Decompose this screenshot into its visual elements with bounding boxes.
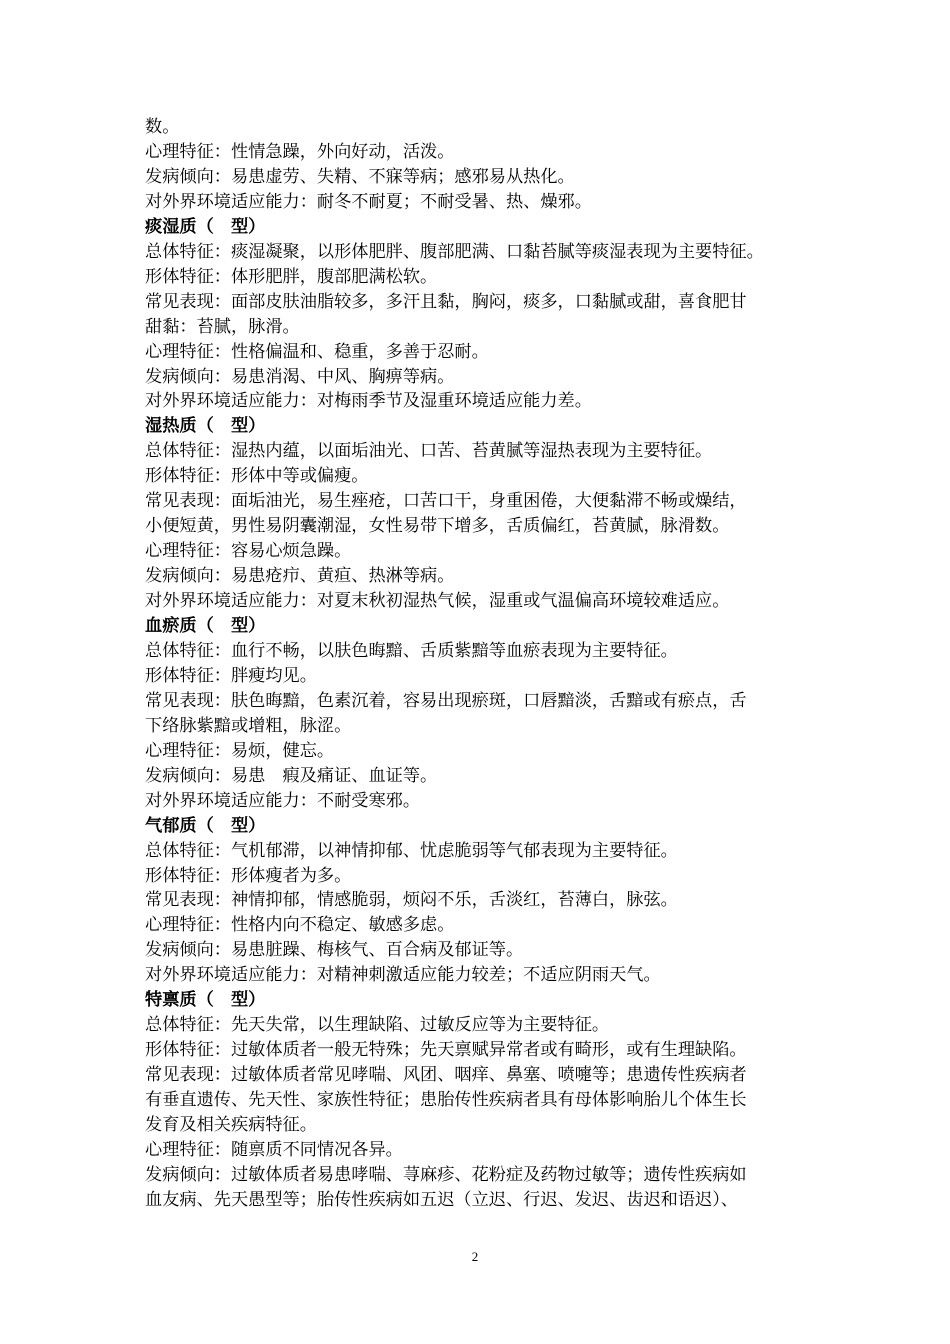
text-line: 小便短黄，男性易阴囊潮湿，女性易带下增多，舌质偏红，苔黄腻，脉滑数。 [145, 516, 730, 537]
section-heading: 特禀质（ 型） [145, 990, 266, 1011]
text-line: 形体特征：形体瘦者为多。 [145, 865, 352, 886]
section-heading: 气郁质（ 型） [145, 815, 266, 836]
text-line: 对外界环境适应能力：对夏末秋初湿热气候，湿重或气温偏高环境较难适应。 [145, 591, 730, 612]
text-line: 形体特征：形体中等或偏瘦。 [145, 466, 369, 487]
text-line: 发病倾向：易患虚劳、失精、不寐等病；感邪易从热化。 [145, 166, 575, 187]
text-line: 对外界环境适应能力：对梅雨季节及湿重环境适应能力差。 [145, 391, 592, 412]
text-line: 对外界环境适应能力：对精神刺激适应能力较差；不适应阴雨天气。 [145, 965, 661, 986]
text-line: 心理特征：性格偏温和、稳重，多善于忍耐。 [145, 341, 489, 362]
text-line: 形体特征：过敏体质者一般无特殊；先天禀赋异常者或有畸形，或有生理缺陷。 [145, 1040, 747, 1061]
section-heading: 血瘀质（ 型） [145, 616, 266, 636]
text-line: 发病倾向：过敏体质者易患哮喘、荨麻疹、花粉症及药物过敏等；遗传性疾病如 [145, 1164, 747, 1185]
text-line: 常见表现：过敏体质者常见哮喘、风团、咽痒、鼻塞、喷嚏等；患遗传性疾病者 [145, 1065, 747, 1086]
text-line: 形体特征：体形肥胖，腹部肥满松软。 [145, 266, 438, 287]
text-line: 对外界环境适应能力：不耐受寒邪。 [145, 790, 421, 811]
text-line: 数。 [145, 117, 180, 137]
text-line: 血友病、先天愚型等；胎传性疾病如五迟（立迟、行迟、发迟、齿迟和语迟）、 [145, 1189, 738, 1210]
text-line: 总体特征：先天失常，以生理缺陷、过敏反应等为主要特征。 [145, 1015, 610, 1036]
text-line: 发病倾向：易患消渴、中风、胸痹等病。 [145, 366, 455, 387]
text-line: 心理特征：随禀质不同情况各异。 [145, 1139, 403, 1160]
text-line: 心理特征：容易心烦急躁。 [145, 541, 352, 562]
text-line: 甜黏：苔腻，脉滑。 [145, 316, 300, 337]
page-number: 2 [471, 1249, 479, 1264]
text-line: 总体特征：血行不畅，以肤色晦黯、舌质紫黯等血瘀表现为主要特征。 [145, 640, 678, 661]
text-line: 发育及相关疾病特征。 [145, 1115, 317, 1135]
text-line: 心理特征：易烦，健忘。 [145, 740, 335, 761]
text-line: 对外界环境适应能力：耐冬不耐夏；不耐受暑、热、燥邪。 [145, 191, 592, 212]
section-heading: 痰湿质（ 型） [145, 216, 266, 237]
text-line: 发病倾向：易患脏躁、梅核气、百合病及郁证等。 [145, 940, 524, 961]
text-line: 常见表现：神情抑郁，情感脆弱，烦闷不乐，舌淡红，苔薄白，脉弦。 [145, 890, 678, 911]
text-line: 心理特征：性格内向不稳定、敏感多虑。 [145, 915, 455, 936]
text-line: 常见表现：面部皮肤油脂较多，多汗且黏，胸闷，痰多，口黏腻或甜，喜食肥甘 [145, 291, 747, 312]
text-line: 心理特征：性情急躁，外向好动，活泼。 [145, 141, 455, 162]
text-line: 总体特征：气机郁滞，以神情抑郁、忧虑脆弱等气郁表现为主要特征。 [145, 840, 678, 861]
text-line: 总体特征：湿热内蕴，以面垢油光、口苦、苔黄腻等湿热表现为主要特征。 [145, 441, 713, 462]
text-line: 总体特征：痰湿凝聚，以形体肥胖、腹部肥满、口黏苔腻等痰湿表现为主要特征。 [145, 241, 764, 262]
text-line: 常见表现：面垢油光，易生痤疮，口苦口干，身重困倦，大便黏滞不畅或燥结， [145, 491, 747, 512]
text-line: 形体特征：胖瘦均见。 [145, 665, 317, 686]
text-line: 发病倾向：易患 瘕及痛证、血证等。 [145, 765, 438, 786]
text-line: 发病倾向：易患疮疖、黄疸、热淋等病。 [145, 566, 455, 587]
text-line: 有垂直遗传、先天性、家族性特征；患胎传性疾病者具有母体影响胎儿个体生长 [145, 1090, 747, 1111]
section-heading: 湿热质（ 型） [145, 416, 266, 437]
text-line: 常见表现：肤色晦黯，色素沉着，容易出现瘀斑，口唇黯淡，舌黯或有瘀点，舌 [145, 690, 747, 711]
text-line: 下络脉紫黯或增粗，脉涩。 [145, 715, 352, 736]
